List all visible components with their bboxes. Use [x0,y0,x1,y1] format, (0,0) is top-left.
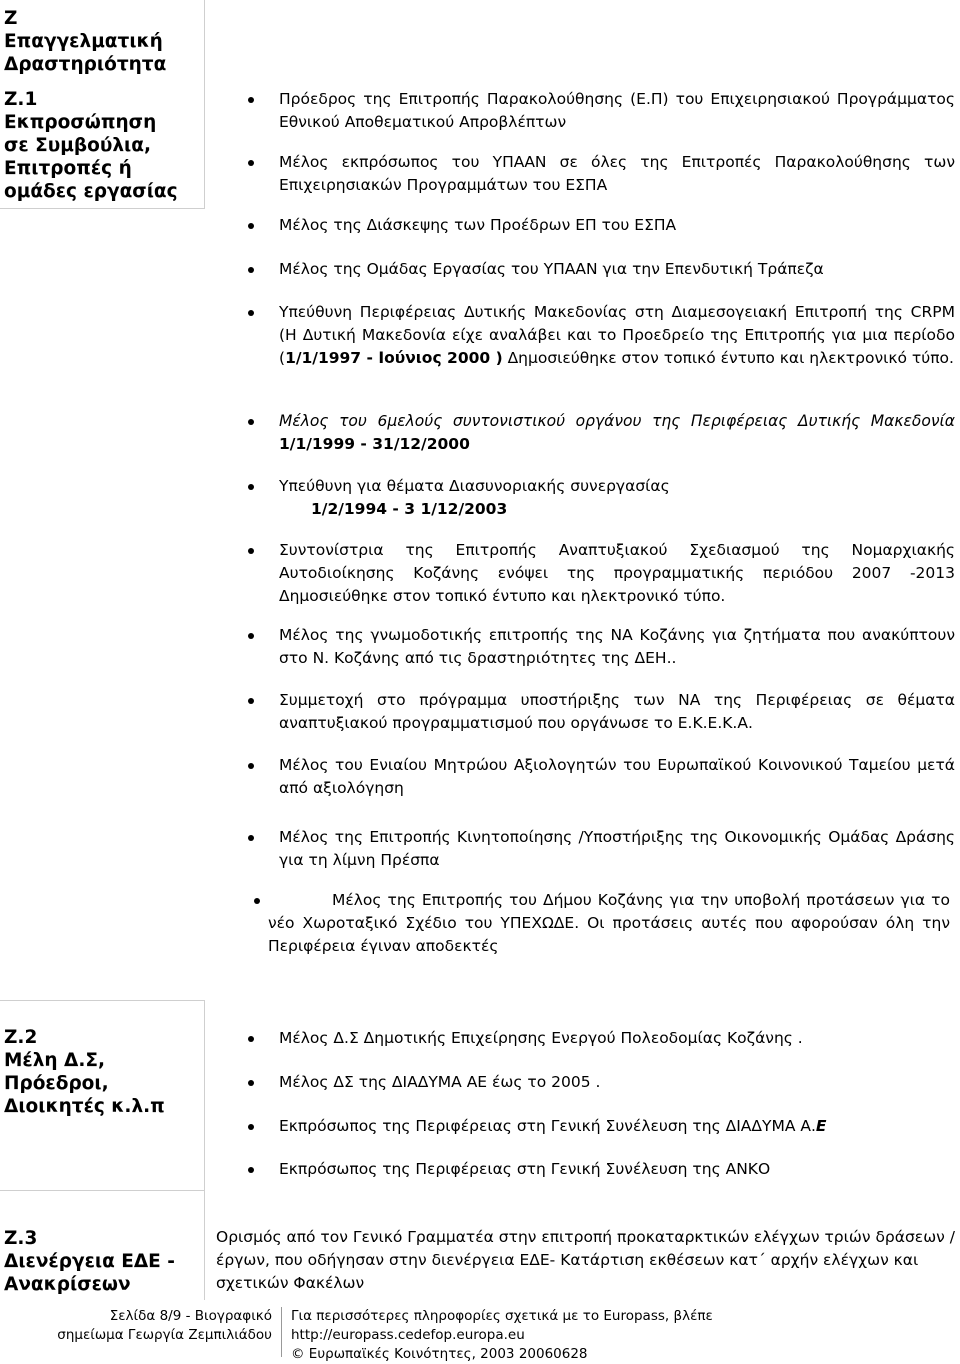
item-text-suffix: Ε [815,1117,827,1135]
item-text: Μέλος του 6μελούς συντονιστικού οργάνου της Περιφέρειας Δυτικής Μακεδονία [279,412,955,430]
item-text: Εκπρόσωπος της Περιφέρειας στη Γενική Συνέλευση της ΔΙΑΔΥΜΑ Α. [279,1117,816,1135]
heading-line: Πρόεδροι, [4,1073,109,1094]
heading-line: Επαγγελματική [4,31,163,52]
heading-line: Z.2 [4,1027,38,1048]
bullet [248,267,254,273]
list-item [279,1115,955,1138]
heading-line: Διενέργεια ΕΔΕ - [4,1251,175,1272]
bullet [248,160,254,166]
list-item: Εκπρόσωπος της Περιφέρειας στη Γενική Συνέλευση της ΑΝΚΟ [279,1160,771,1178]
z3-description: Ορισμός από τον Γενικό Γραμματέα στην επιτροπή προκαταρκτικών ελέγχων τριών δράσεων / έργων, που οδήγησαν στην διενέργεια ΕΔΕ- Κατάρτιση εκθέσεων κατ΄ αρχήν ελέγχων και σχετικών Φακέλων [216,1228,955,1292]
list-item: Μέλος ΔΣ της ΔΙΑΔΥΜΑ ΑΕ έως το 2005 . [279,1073,601,1091]
list-item: Συντονίστρια της Επιτροπής Αναπτυξιακού Σχεδιασμού της Νομαρχιακής Αυτοδιοίκησης Κοζάνης ενόψει της προγραμματικής περιόδου 2007 -2013 Δημοσιεύθηκε στον τοπικό έντυπο και ηλεκτρονικό τύπο. [279,541,955,605]
section-heading-z1 [4,88,178,203]
bullet [248,763,254,769]
bullet [254,898,260,904]
heading-line: Δραστηριότητα [4,54,167,75]
heading-line: Επιτροπές ή [4,158,132,179]
footer-url-link[interactable]: http://europass.cedefop.europa.eu [291,1327,525,1343]
heading-line: Z.3 [4,1228,38,1249]
column-divider-top [204,0,205,208]
bullet [248,633,254,639]
bullet [248,419,254,425]
bullet [248,223,254,229]
column-divider-z2 [204,1000,205,1190]
list-item: Μέλος της Ομάδας Εργασίας του ΥΠΑΑΝ για την Επενδυτική Τράπεζα [279,260,824,278]
column-divider-z3 [204,1190,205,1300]
item-text: Δημοσιεύθηκε στον τοπικό έντυπο και ηλεκτρονικό τύπο. [502,349,954,367]
item-date-range: 1/1/1997 - Ιούνιος 2000 ) [285,349,503,367]
list-item [279,301,955,370]
bullet [248,835,254,841]
footer-europass-info [291,1307,713,1364]
item-text: Υπεύθυνη Περιφέρειας Δυτικής Μακεδονίας στη Διαμεσογειακή Επιτροπή της CRPM (Η Δυτική Μακεδονία είχε αναλάβει και το Προεδρείο της Επιτροπής για μια περίοδο ( [279,303,955,367]
footer-page-info [0,1307,272,1345]
list-item: Μέλος του Ενιαίου Μητρώου Αξιολογητών του Ευρωπαϊκού Κοινονικού Ταμείου μετά από αξιολόγηση [279,756,955,797]
heading-line: Εκπροσώπηση [4,112,157,133]
bullet [248,698,254,704]
bullet [248,1080,254,1086]
bullet [248,97,254,103]
heading-line: Ανακρίσεων [4,1274,131,1295]
bullet [248,1167,254,1173]
bullet [248,1124,254,1130]
list-item: Μέλος Δ.Σ Δημοτικής Επιχείρησης Ενεργού Πολεοδομίας Κοζάνης . [279,1029,803,1047]
list-item: Πρόεδρος της Επιτροπής Παρακολούθησης (Ε.Π) του Επιχειρησιακού Προγράμματος Εθνικού Αποθεματικού Απροβλέπτων [279,90,955,131]
list-item [279,410,955,456]
list-item: Μέλος της Διάσκεψης των Προέδρων ΕΠ του ΕΣΠΑ [279,216,677,234]
heading-line: Διοικητές κ.λ.π [4,1096,165,1117]
heading-line: Z.1 [4,89,38,110]
list-item: Συμμετοχή στο πρόγραμμα υποστήριξης των ΝΑ της Περιφέρειας σε θέματα αναπτυξιακού προγραμματισμού που οργάνωσε το Ε.Κ.Ε.Κ.Α. [279,691,955,732]
bullet [248,484,254,490]
section-divider-z3-top [0,1190,205,1191]
section-heading-z3 [4,1227,175,1296]
footer-divider [281,1307,282,1357]
bullet [248,1036,254,1042]
list-item: Μέλος εκπρόσωπος του ΥΠΑΑΝ σε όλες της Επιτροπές Παρακολούθησης των Επιχειρησιακών Προγραμμάτων του ΕΣΠΑ [279,153,955,194]
list-item [268,889,950,958]
item-text: Υπεύθυνη για θέματα Διασυνοριακής συνεργασίας [279,477,670,495]
heading-line: ομάδες εργασίας [4,181,178,202]
bullet [248,310,254,316]
section-divider-z [0,208,205,209]
list-item [279,475,955,521]
item-text: Μέλος της Επιτροπής του Δήμου Κοζάνης για την υποβολή προτάσεων για το νέο Χωροταξικό Σχέδιο του ΥΠΕΧΩΔΕ. Οι προτάσεις αυτές που αφορούσαν όλη την Περιφέρεια έγιναν αποδεκτές [268,891,950,955]
footer-copyright: © Ευρωπαϊκές Κοινότητες, 2003 20060628 [291,1346,588,1362]
section-divider-z2-top [0,1000,205,1001]
section-heading-z2 [4,1026,165,1118]
item-date-range: 1/2/1994 - 3 1/12/2003 [311,500,508,518]
bullet [248,548,254,554]
item-date-range: 1/1/1999 - 31/12/2000 [279,435,470,453]
heading-line: σε Συμβούλια, [4,135,151,156]
heading-line: Μέλη Δ.Σ, [4,1050,106,1071]
list-item: Μέλος της γνωμοδοτικής επιτροπής της ΝΑ Κοζάνης για ζητήματα που ανακύπτουν στο Ν. Κοζάνης από τις δραστηριότητες της ΔΕΗ.. [279,626,955,667]
footer-info-line: Για περισσότερες πληροφορίες σχετικά με το Europass, βλέπε [291,1308,713,1324]
footer-name-line: σημείωμα Γεωργία Ζεμπιλιάδου [57,1327,272,1343]
list-item: Μέλος της Επιτροπής Κινητοποίησης /Υποστήριξης της Οικονομικής Ομάδας Δράσης για τη λίμνη Πρέσπα [279,828,955,869]
section-heading-z [4,7,166,76]
heading-line: Z [4,8,18,29]
footer-page-line: Σελίδα 8/9 - Βιογραφικό [109,1308,272,1324]
